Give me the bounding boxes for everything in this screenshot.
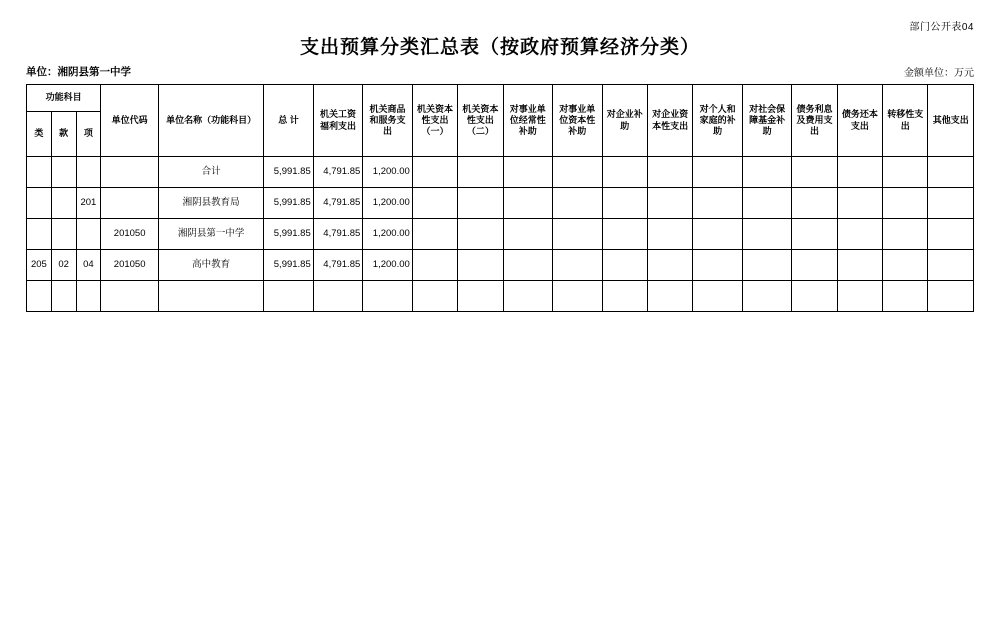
cell-lei [27, 157, 52, 188]
header-col-9: 对社会保障基金补助 [742, 85, 792, 157]
header-col-13: 其他支出 [928, 85, 974, 157]
cell-value-12 [883, 219, 928, 250]
cell-value-9 [742, 157, 792, 188]
cell-value-7 [647, 250, 692, 281]
cell-value-1: 1,200.00 [363, 188, 413, 219]
budget-table-wrap [26, 84, 974, 312]
cell-value-6 [602, 250, 647, 281]
cell-value-5 [553, 219, 603, 250]
cell-value-13 [928, 219, 974, 250]
cell-value-10 [792, 219, 837, 250]
cell-xiang [76, 219, 101, 250]
cell-value-9 [742, 219, 792, 250]
cell-kuan [51, 281, 76, 312]
table-body [27, 157, 974, 312]
cell-unit-name [159, 281, 264, 312]
cell-value-10 [792, 250, 837, 281]
cell-value-3 [458, 281, 503, 312]
cell-value-3 [458, 188, 503, 219]
table-row [27, 219, 974, 250]
table-row [27, 157, 974, 188]
amount-unit-label: 金额单位：万元 [904, 68, 974, 79]
header-col-6: 对企业补助 [602, 85, 647, 157]
cell-unit-name: 湘阴县教育局 [159, 188, 264, 219]
cell-unit-name: 高中教育 [159, 250, 264, 281]
cell-value-12 [883, 157, 928, 188]
header-col-0: 机关工资福利支出 [313, 85, 363, 157]
cell-unit-code [101, 188, 159, 219]
cell-value-9 [742, 188, 792, 219]
unit-label: 单位：湘阴县第一中学 [26, 66, 131, 78]
cell-value-8 [693, 157, 743, 188]
cell-value-2 [412, 157, 457, 188]
cell-value-9 [742, 250, 792, 281]
cell-value-4 [503, 281, 553, 312]
header-xiang: 项 [76, 112, 101, 157]
header-total: 总 计 [264, 85, 314, 157]
cell-value-11 [837, 281, 882, 312]
header-kuan: 款 [51, 112, 76, 157]
cell-value-13 [928, 281, 974, 312]
cell-xiang [76, 157, 101, 188]
cell-total [264, 281, 314, 312]
cell-value-4 [503, 157, 553, 188]
cell-value-13 [928, 188, 974, 219]
cell-value-2 [412, 281, 457, 312]
cell-unit-code [101, 281, 159, 312]
header-col-7: 对企业资本性支出 [647, 85, 692, 157]
cell-value-12 [883, 188, 928, 219]
cell-total: 5,991.85 [264, 188, 314, 219]
cell-value-5 [553, 250, 603, 281]
cell-value-5 [553, 157, 603, 188]
cell-value-11 [837, 250, 882, 281]
cell-value-0: 4,791.85 [313, 188, 363, 219]
cell-value-8 [693, 188, 743, 219]
header-col-1: 机关商品和服务支出 [363, 85, 413, 157]
cell-value-6 [602, 188, 647, 219]
cell-xiang [76, 281, 101, 312]
cell-lei: 205 [27, 250, 52, 281]
cell-value-3 [458, 219, 503, 250]
header-col-10: 债务利息及费用支出 [792, 85, 837, 157]
cell-value-8 [693, 281, 743, 312]
cell-value-3 [458, 157, 503, 188]
cell-total: 5,991.85 [264, 219, 314, 250]
header-col-11: 债务还本支出 [837, 85, 882, 157]
cell-value-13 [928, 250, 974, 281]
cell-total: 5,991.85 [264, 157, 314, 188]
cell-value-1: 1,200.00 [363, 219, 413, 250]
table-row [27, 188, 974, 219]
cell-total: 5,991.85 [264, 250, 314, 281]
cell-value-1 [363, 281, 413, 312]
table-row [27, 250, 974, 281]
cell-value-2 [412, 250, 457, 281]
cell-value-5 [553, 188, 603, 219]
cell-kuan [51, 157, 76, 188]
cell-xiang: 04 [76, 250, 101, 281]
header-col-12: 转移性支出 [883, 85, 928, 157]
cell-value-11 [837, 188, 882, 219]
cell-value-0 [313, 281, 363, 312]
cell-value-2 [412, 219, 457, 250]
cell-value-8 [693, 219, 743, 250]
cell-lei [27, 219, 52, 250]
page-title: 支出预算分类汇总表（按政府预算经济分类） [299, 37, 700, 58]
cell-value-1: 1,200.00 [363, 157, 413, 188]
cell-value-10 [792, 188, 837, 219]
cell-value-6 [602, 219, 647, 250]
table-header-row-1 [27, 85, 974, 112]
cell-value-4 [503, 250, 553, 281]
cell-value-6 [602, 157, 647, 188]
cell-value-1: 1,200.00 [363, 250, 413, 281]
table-row [27, 281, 974, 312]
cell-value-2 [412, 188, 457, 219]
cell-value-6 [602, 281, 647, 312]
cell-value-10 [792, 157, 837, 188]
cell-unit-code: 201050 [101, 219, 159, 250]
cell-value-3 [458, 250, 503, 281]
cell-unit-name: 合计 [159, 157, 264, 188]
cell-value-12 [883, 281, 928, 312]
cell-value-0: 4,791.85 [313, 219, 363, 250]
cell-value-0: 4,791.85 [313, 250, 363, 281]
header-col-2: 机关资本性支出（一） [412, 85, 457, 157]
header-lei: 类 [27, 112, 52, 157]
cell-value-13 [928, 157, 974, 188]
header-col-8: 对个人和家庭的补助 [693, 85, 743, 157]
cell-value-11 [837, 219, 882, 250]
cell-kuan [51, 219, 76, 250]
header-function-subject: 功能科目 [27, 85, 101, 112]
form-code-label: 部门公开表04 [909, 22, 974, 33]
cell-lei [27, 188, 52, 219]
budget-table [26, 84, 974, 312]
cell-unit-code: 201050 [101, 250, 159, 281]
header-col-5: 对事业单位资本性补助 [553, 85, 603, 157]
cell-kuan [51, 188, 76, 219]
cell-value-10 [792, 281, 837, 312]
cell-value-7 [647, 157, 692, 188]
header-col-4: 对事业单位经常性补助 [503, 85, 553, 157]
header-col-3: 机关资本性支出（二） [458, 85, 503, 157]
cell-value-7 [647, 281, 692, 312]
cell-value-7 [647, 188, 692, 219]
cell-lei [27, 281, 52, 312]
cell-value-7 [647, 219, 692, 250]
cell-value-0: 4,791.85 [313, 157, 363, 188]
cell-value-4 [503, 188, 553, 219]
cell-value-9 [742, 281, 792, 312]
meta-row [26, 64, 974, 79]
cell-value-5 [553, 281, 603, 312]
cell-value-4 [503, 219, 553, 250]
cell-value-12 [883, 250, 928, 281]
header-unit-name: 单位名称（功能科目） [159, 85, 264, 157]
cell-unit-name: 湘阴县第一中学 [159, 219, 264, 250]
cell-unit-code [101, 157, 159, 188]
cell-value-8 [693, 250, 743, 281]
header-unit-code: 单位代码 [101, 85, 159, 157]
cell-value-11 [837, 157, 882, 188]
cell-xiang: 201 [76, 188, 101, 219]
cell-kuan: 02 [51, 250, 76, 281]
